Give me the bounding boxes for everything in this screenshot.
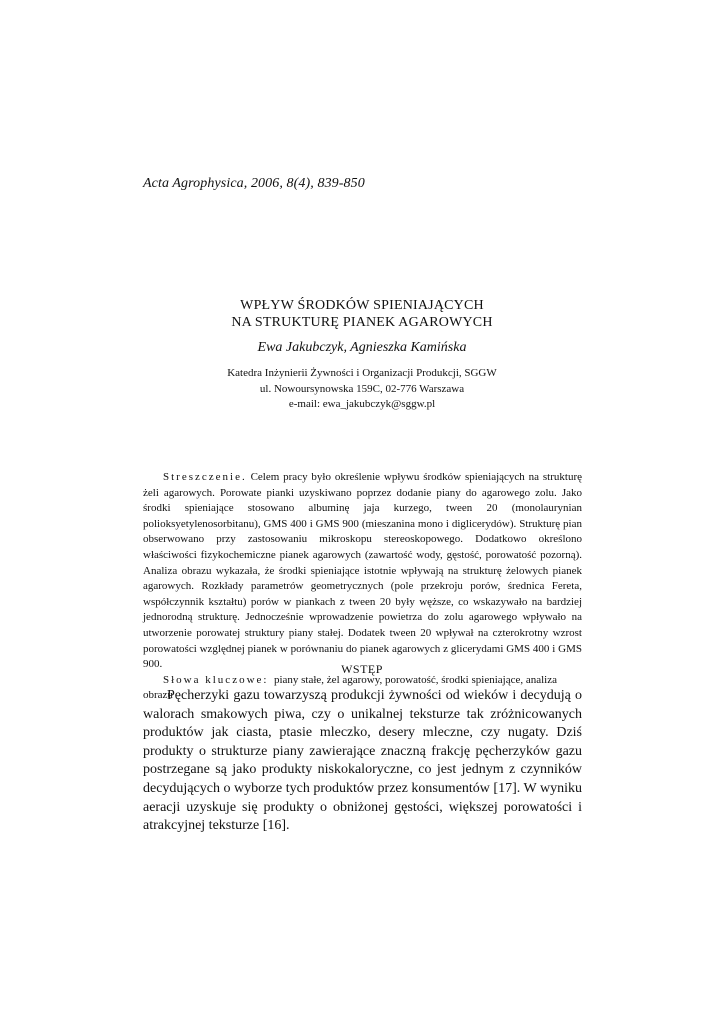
keywords-label: Słowa kluczowe: (163, 673, 269, 686)
abstract-label: Streszczenie. (163, 471, 247, 483)
introduction-paragraph: Pęcherzyki gazu towarzyszą produkcji żywności od wieków i decydują o walorach smakowych piwa, czy o unikalnej teksturze tak zróżnicowanych produktów jak ciasta, ptasie mleczko, desery mleczne, czy nugaty. Dziś produkty o strukturze piany zawierające znaczną frakcję pęcherzyków gazu postrzegane są jako produkty niskokaloryczne, co jest jednym z czynników decydujących o wyborze tych produktów przez konsumentów [17]. W wyniku aeracji uzyskuje się produkty o obniżonej gęstości, większej porowatości i atrakcyjnej teksturze [16]. (143, 688, 582, 834)
article-title-line2: NA STRUKTURĘ PIANEK AGAROWYCH (231, 315, 493, 330)
affiliation-department: Katedra Inżynierii Żywności i Organizacji Produkcji, SGGW (227, 367, 497, 379)
affiliation-address: ul. Nowoursynowska 159C, 02-776 Warszawa (259, 382, 465, 395)
article-title (0, 297, 724, 331)
abstract-paragraph (143, 470, 582, 673)
article-authors: Ewa Jakubczyk, Agnieszka Kamińska (257, 340, 467, 355)
affiliation-email: e-mail: ewa_jakubczyk@sggw.pl (288, 398, 436, 410)
journal-citation: Acta Agrophysica, 2006, 8(4), 839-850 (143, 176, 365, 191)
introduction-body (143, 687, 582, 836)
author-affiliation (0, 366, 724, 413)
article-title-line1: WPŁYW ŚRODKÓW SPIENIAJĄCYCH (240, 298, 484, 313)
keywords-text: piany stałe, żel agarowy, porowatość, środki spieniające, analiza obrazu (143, 673, 557, 702)
section-heading: WSTĘP (341, 662, 383, 676)
abstract-text: Celem pracy było określenie wpływu środków spieniających na strukturę żeli agarowych. Porowate pianki uzyskiwano poprzez dodanie piany do agarowego zolu. Jako środki spieniające stosowano albuminę jaja kurzego, tween 20 (monolaurynian polioksyetylenosorbitanu), GMS 400 i GMS 900 (mieszanina mono i diglicerydów). Strukturę pian obserwowano przy zastosowaniu mikroskopu stereoskopowego. Dodatkowo określono właściwości fizykochemiczne pianek agarowych (zawartość wody, gęstość, porowatość pozorną). Analiza obrazu wykazała, że środki spieniające istotnie wpływają na strukturę żelowych pianek agarowych. Rozkłady parametrów geometrycznych (pole przekroju porów, średnica Fereta, współczynnik kształtu) porów w piankach z tween 20 były węższe, co wskazywało na bardziej jednorodną strukturę. Jednocześnie wprowadzenie powietrza do zolu agarowego wpływało na utworzenie porowatej struktury piany stałej. Dodatek tween 20 wpływał na czterokrotny wzrost porowatości względnej pianek w porównaniu do pianek agarowych z glicerydami GMS 400 i GMS 900. (143, 471, 583, 671)
